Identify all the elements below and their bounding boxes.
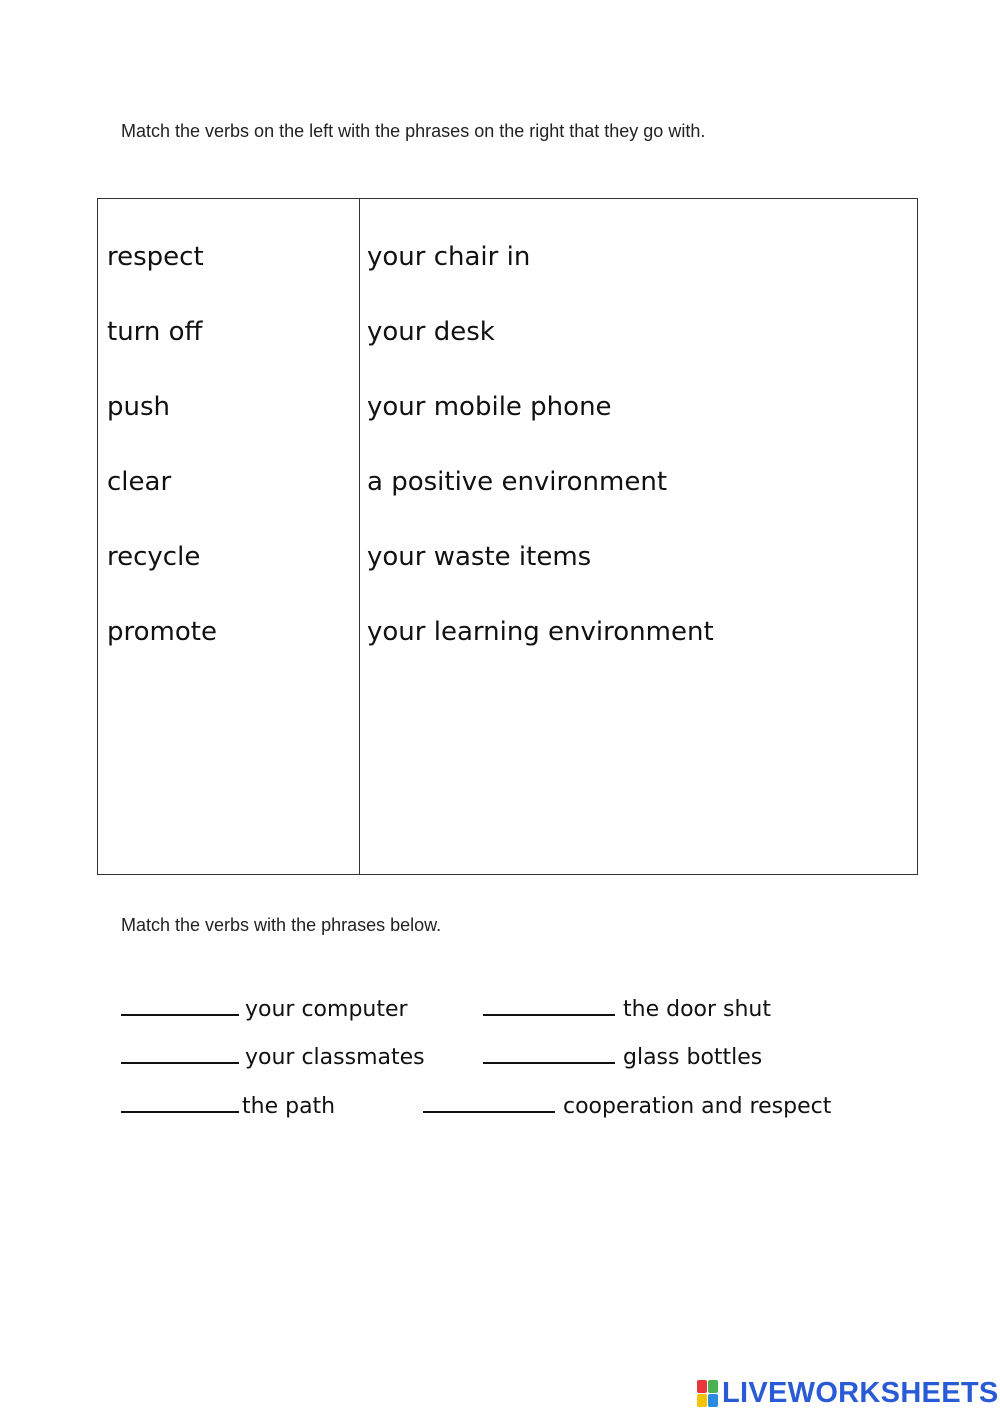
phrase-item: a positive environment [367,467,668,497]
answer-blank[interactable] [121,1042,239,1064]
exercise-item [121,1091,335,1122]
matching-table [97,198,918,875]
exercise-item [121,994,408,1025]
column-divider [359,199,360,874]
answer-blank[interactable] [121,994,239,1016]
exercise-item [121,1042,425,1073]
verb-item: turn off [107,317,203,347]
phrase-item: your mobile phone [367,392,612,422]
exercise-item [483,1042,762,1073]
verb-item: respect [107,242,204,272]
verb-item: promote [107,617,217,647]
exercise-phrase: the door shut [623,997,771,1022]
answer-blank[interactable] [423,1091,555,1113]
phrase-item: your learning environment [367,617,714,647]
exercise-item [483,994,771,1025]
verb-item: push [107,392,171,422]
exercise-phrase: your computer [245,997,408,1022]
logo-text: LIVEWORKSHEETS [722,1376,999,1409]
verb-item: recycle [107,542,201,572]
instruction-top: Match the verbs on the left with the phrases on the right that they go with. [121,121,706,141]
exercise-phrase: your classmates [245,1045,425,1070]
verb-item: clear [107,467,172,497]
verbs-column [107,237,217,687]
liveworksheets-logo [697,1378,999,1408]
phrases-column [367,237,714,687]
exercise-phrase: glass bottles [623,1045,763,1070]
exercise-phrase: cooperation and respect [563,1094,832,1119]
phrase-item: your waste items [367,542,592,572]
exercise-item [423,1091,831,1122]
answer-blank[interactable] [121,1091,239,1113]
phrase-item: your desk [367,317,495,347]
answer-blank[interactable] [483,1042,615,1064]
exercise-phrase: the path [242,1094,336,1119]
instruction-bottom: Match the verbs with the phrases below. [121,915,442,935]
answer-blank[interactable] [483,994,615,1016]
phrase-item: your chair in [367,242,531,272]
logo-mark-icon [697,1380,718,1407]
